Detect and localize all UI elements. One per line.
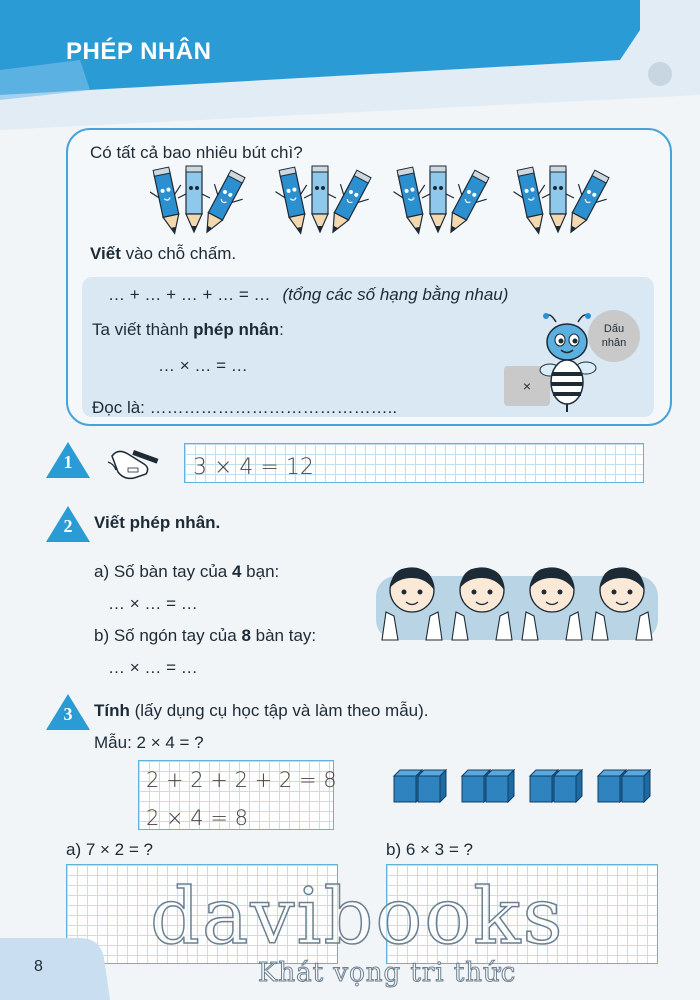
sum-expression: … + … + … + … = … (tổng các số hạng bằng nhau) [108,285,509,304]
children-hands-illustration [376,560,658,644]
page-number: 8 [34,958,43,975]
writing-hand-icon [104,444,164,486]
exercise-2a-blank: … × … = … [108,594,198,613]
exercise-3b-label: b) 6 × 3 = ? [386,840,473,859]
exercise-2-number: 2 [63,516,73,536]
exercise-3-example: Mẫu: 2 × 4 = ? [94,733,204,752]
cube-pairs-illustration [392,768,658,804]
exercise-2b-text: b) Số ngón tay của 8 bàn tay: [94,626,317,645]
read-as-line: Đọc là: …………………………………….. [92,398,398,417]
pencils-illustration [150,162,630,240]
rewrite-sentence: Ta viết thành phép nhân: [92,320,284,339]
exercise-3a-label: a) 7 × 2 = ? [66,840,153,859]
exercise-3-title: Tính (lấy dụng cụ học tập và làm theo mẫu). [94,701,429,720]
exercise-3-number: 3 [63,704,73,724]
intro-instruction: Viết vào chỗ chấm. [90,244,237,263]
watermark-slogan: Khát vọng tri thức [258,958,517,988]
example-hw-line1: 2 + 2 + 2 + 2 = 8 [146,768,337,792]
example-hw-line2: 2 × 4 = 8 [146,806,248,830]
exercise-2a-text: a) Số bàn tay của 4 bạn: [94,562,280,581]
bee-speech-bubble: Dấu nhân [588,310,640,362]
exercise-1-handwriting: 3 × 4 = 12 [193,455,314,480]
watermark-brand: davibooks [150,872,565,962]
intro-question: Có tất cả bao nhiêu bút chì? [90,143,303,162]
exercise-2-title: Viết phép nhân. [94,513,221,532]
mult-expression: … × … = … [158,356,248,375]
exercise-2b-blank: … × … = … [108,658,198,677]
page-title: PHÉP NHÂN [66,38,212,65]
footer-corner [0,938,110,1000]
exercise-1-number: 1 [63,452,73,472]
multiplication-sign-box: × [504,366,550,406]
